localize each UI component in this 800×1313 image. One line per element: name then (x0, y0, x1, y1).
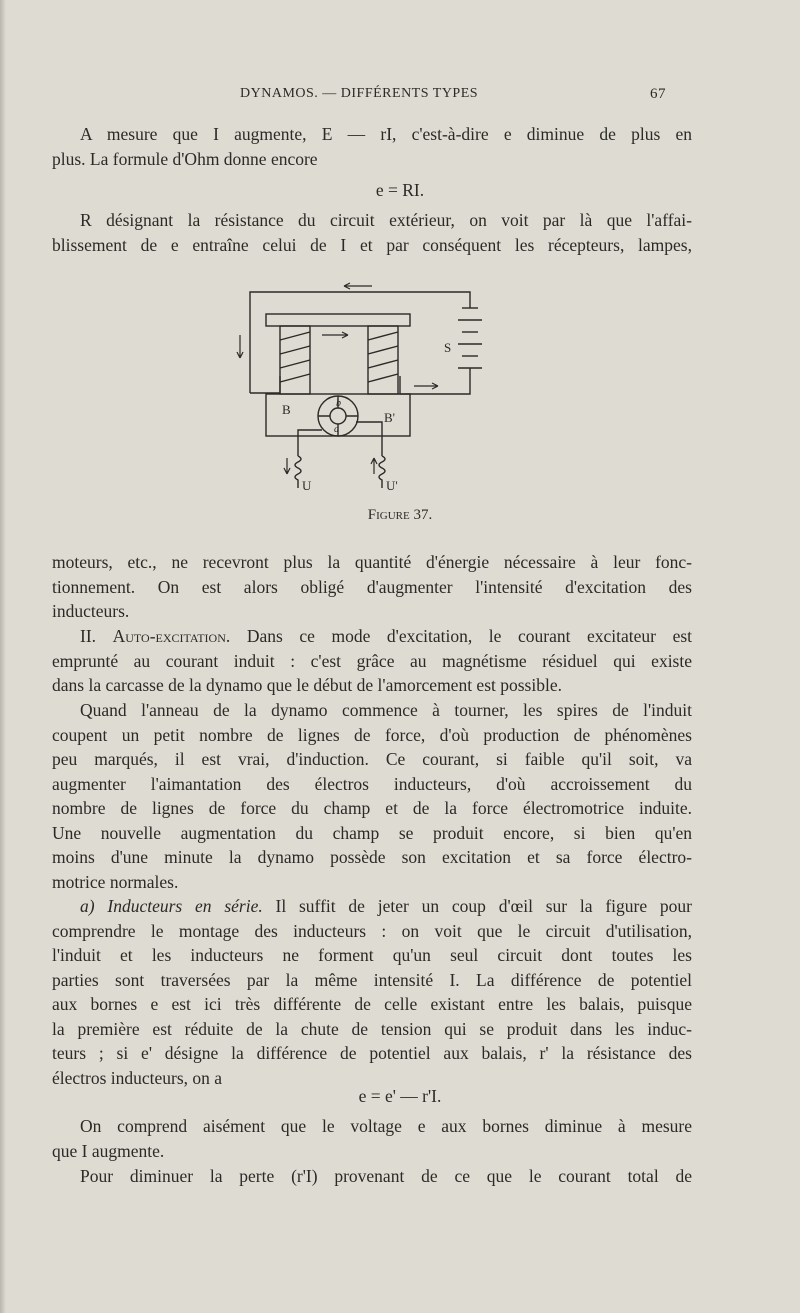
figure-37-diagram (232, 280, 492, 500)
text-line: II. Auto-excitation. Dans ce mode d'excitation, le courant excitateur est (80, 626, 693, 646)
paragraph-5 (52, 698, 692, 894)
series-dynamo-circuit (232, 280, 492, 500)
terminal-spring-u-prime (379, 456, 385, 488)
brush-lead-b-prime (356, 422, 382, 456)
label-u: U (302, 478, 312, 493)
running-header (0, 86, 800, 108)
text-line: On comprend aisément que le voltage e aux bornes diminue à mesure (80, 1116, 692, 1136)
paragraph-inducteurs-serie (52, 894, 692, 1090)
page-number: 67 (650, 86, 666, 102)
text-line: que I augmente. (52, 1140, 165, 1161)
text-line: l'induit et les inducteurs ne forment qu'un seul circuit dont toutes les (52, 945, 692, 965)
paragraph-8 (52, 1164, 692, 1189)
section-numeral: II. (80, 626, 97, 646)
text-line: blissement de e entraîne celui de I et par conséquent les récepteurs, lampes, (52, 234, 692, 255)
paragraph-1 (52, 122, 692, 171)
text-line: teurs ; si e' désigne la différence de potentiel aux balais, r' la résistance des (52, 1043, 692, 1063)
circuit-wire (250, 292, 470, 393)
brush-lead-b (298, 430, 322, 456)
battery-s (458, 308, 482, 368)
text-line: aux bornes e est ici très différente de celle existant entre les balais, puisque (52, 994, 692, 1014)
text-line: Quand l'anneau de la dynamo commence à tourner, les spires de l'induit (80, 700, 692, 720)
text-line: coupent un petit nombre de lignes de force, d'où production de phénomènes (52, 724, 692, 745)
text-line: tionnement. On est alors obligé d'augmenter l'intensité d'excitation des (52, 576, 692, 597)
text-line: A mesure que I augmente, E — rI, c'est-à-dire e diminue de plus en (80, 124, 692, 144)
text-line: augmenter l'aimantation des électros inducteurs, d'où accroissement du (52, 773, 692, 794)
label-b-prime: B' (384, 410, 396, 425)
label-a: a (334, 424, 339, 435)
text-line: électros inducteurs, on a (52, 1067, 223, 1088)
circuit-wire (250, 376, 280, 393)
list-marker: a) (80, 896, 95, 916)
text-line: R désignant la résistance du circuit extérieur, on voit par là que l'affai- (80, 210, 692, 230)
text-line: moteurs, etc., ne recevront plus la quantité d'énergie nécessaire à leur fonc- (52, 552, 692, 572)
circuit-wire (400, 368, 470, 394)
text-line: inducteurs. (52, 601, 130, 621)
magnet-yoke (266, 314, 410, 326)
paragraph-2 (52, 208, 692, 257)
label-b-small: b (336, 398, 341, 409)
text-line: plus. La formule d'Ohm donne encore (52, 148, 318, 169)
subsection-heading: Inducteurs en série. (107, 896, 263, 916)
text-line: comprendre le montage des inducteurs : on voit que le circuit d'utilisation, (52, 920, 692, 941)
text-line: a) Inducteurs en série. Il suffit de jeter un coup d'œil sur la figure pour (80, 896, 692, 916)
figure-caption: Figure 37. (367, 507, 433, 523)
text-line: peu marqués, il est vrai, d'induction. Ce courant, si faible qu'il soit, va (52, 749, 692, 769)
text-line: dans la carcasse de la dynamo que le début de l'amorcement est possible. (52, 675, 562, 695)
paragraph-auto-excitation (52, 624, 692, 698)
label-s: S (444, 340, 452, 355)
formula-voltage: e = e' — r'I. (358, 1086, 442, 1106)
label-b: B (282, 402, 291, 417)
terminal-spring-u (295, 456, 301, 488)
text-line: emprunté au courant induit : c'est grâce au magnétisme résiduel qui existe (52, 650, 692, 671)
text-line: motrice normales. (52, 871, 179, 892)
section-heading: Auto-excitation. (112, 626, 231, 646)
running-title: DYNAMOS. — DIFFÉRENTS TYPES (240, 86, 479, 101)
formula-ohm: e = RI. (375, 180, 425, 200)
text-line: la première est réduite de la chute de tension qui se produit dans les induc- (52, 1018, 692, 1039)
text-line: moins d'une minute la dynamo possède son excitation et sa force électro- (52, 847, 692, 867)
text-line: Pour diminuer la perte (r'I) provenant de ce que le courant total de (80, 1166, 692, 1186)
paragraph-3 (52, 550, 692, 624)
text-line: parties sont traversées par la même intensité I. La différence de potentiel (52, 969, 692, 990)
label-u-prime: U' (386, 478, 398, 493)
paragraph-7 (52, 1114, 692, 1163)
text-line: nombre de lignes de force du champ et de la force électromotrice induite. (52, 798, 692, 818)
text-line: Une nouvelle augmentation du champ se produit encore, si bien qu'en (52, 822, 692, 843)
current-arrows (237, 283, 438, 474)
